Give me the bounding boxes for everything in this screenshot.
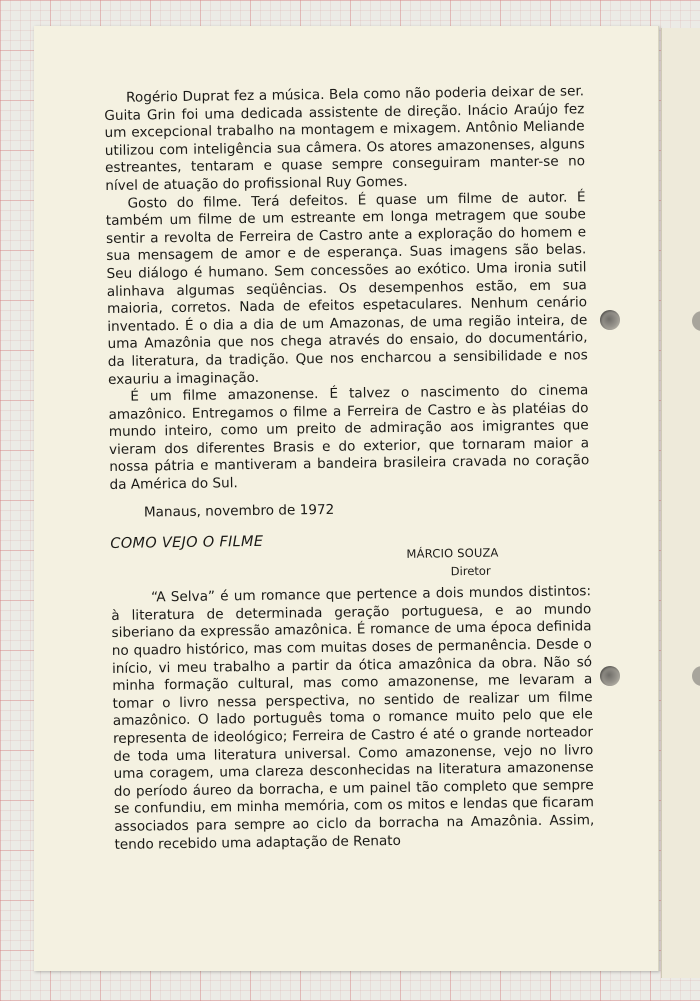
signoff: Manaus, novembro de 1972: [143, 501, 335, 521]
paragraph: É um filme amazonense. É talvez o nascimento do cinema amazônico. Entregamos o filme a Ferreira de Castro e às platéias do mundo inteiro, como um preito de admiração aos imigrantes que vieram dos diferentes Brasis e do exterior, que tornaram maior a nossa pátria e mantiveram a bandeira brasileira cravada no coração da América do Sul.: [108, 382, 590, 494]
paragraph: Rogério Duprat fez a música. Bela como não poderia deixar de ser. Guita Grin foi uma dedicada assistente de direção. Inácio Araújo fez um excepcional trabalho na montagem e mixagem. Antônio Meliande utilizou com inteligência sua câmera. Os atores amazonenses, alguns estreantes, tentaram e quase sempre conseguiram manter-se no nível de atuação do profissional Ruy Gomes.: [104, 83, 586, 194]
document-body: [104, 83, 595, 854]
author-role: Diretor: [450, 563, 491, 579]
paragraph: Gosto do filme. Terá defeitos. É quase um filme de autor. É também um filme de um estreante em longa metragem que soube sentir a revolta de Ferreira de Castro ante a exploração do homem e sua mensagem de amor e de esperança. Suas imagens são belas. Seu diálogo é humano. Sem concessões ao exótico. Uma ironia sutil alinhava algumas seqüências. Os desempenhos estão, em sua maioria, corretos. Nada de efeitos espetaculares. Nenhum cenário inventado. É o dia a dia de um Amazonas, de uma região inteira, de uma Amazônia que nos chega através do ensaio, do documentário, da literatura, da tradição. Que nos encharcou a sensibilidade e nos exauriu a imaginação.: [105, 188, 588, 388]
next-page-edge: [661, 28, 700, 978]
section-heading: [110, 530, 591, 583]
paragraph: “A Selva” é um romance que pertence a dois mundos distintos: à literatura de determinada geração portuguesa, e ao mundo siberiano da expressão amazônica. É romance de uma época definida no quadro histórico, mas com muitas doses de permanência. Desde o início, vi meu trabalho a partir da ótica amazônica da obra. Não só minha formação cultural, mas como amazonense, me levaram a tomar o livro nessa perspectiva, no sentido de realizar um filme amazônico. O lado português toma o romance muito pelo que ele representa de ideológico; Ferreira de Castro é até o grande norteador de toda uma literatura universal. Como amazonense, vejo no livro uma coragem, uma clareza desconhecidas na literatura amazonense do período áureo da borracha, e um painel tão completo que sempre se confundiu, em minha memória, com os mitos e lendas que ficaram associados para sempre ao ciclo da borracha na Amazônia. Assim, tendo recebido uma adaptação de Renato: [111, 583, 595, 853]
punch-hole: [600, 666, 620, 686]
section-title: COMO VEJO O FILME: [110, 534, 264, 553]
punch-hole: [600, 310, 620, 330]
author-name: MÁRCIO SOUZA: [406, 545, 499, 562]
